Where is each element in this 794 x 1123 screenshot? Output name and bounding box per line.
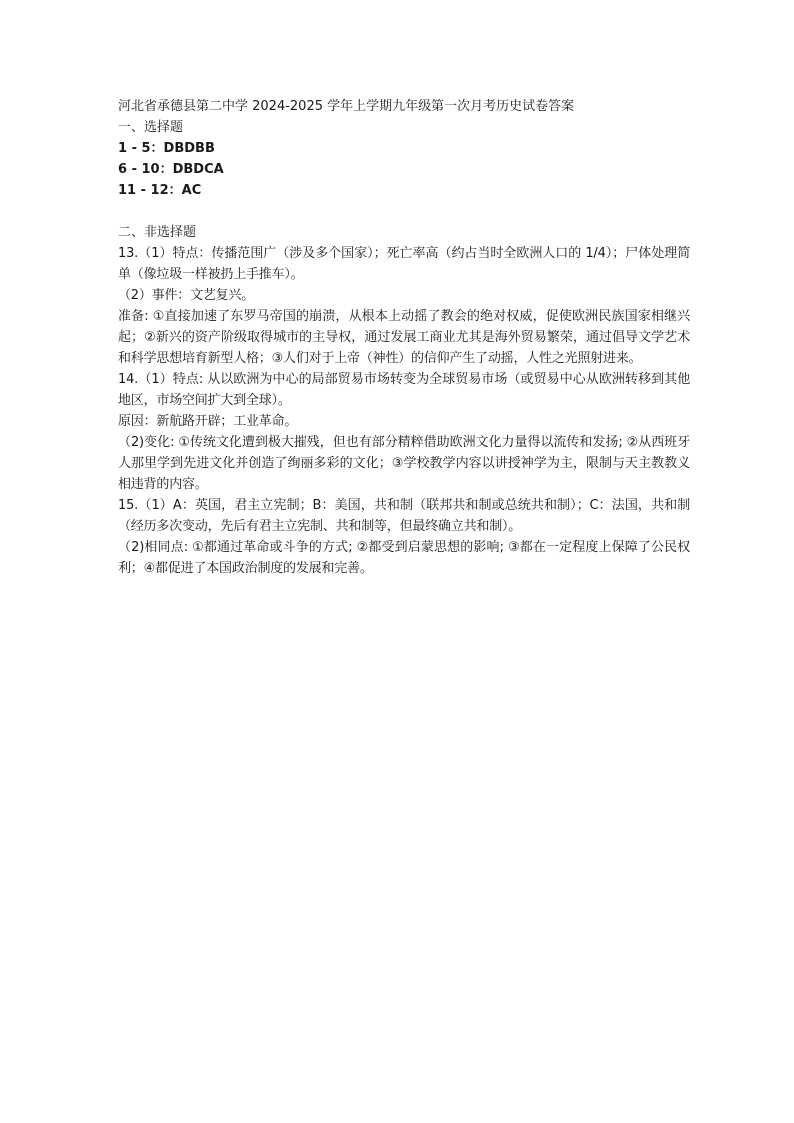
q13-part2-event: （2）事件：文艺复兴。 [118,288,255,303]
choice-answers-6-10: 6 - 10：DBDCA [118,162,224,177]
section-heading-choice: 一、选择题 [118,120,184,135]
choice-answers-1-5: 1 - 5：DBDBB [118,141,215,156]
document-title: 河北省承德县第二中学 2024-2025 学年上学期九年级第一次月考历史试卷答案 [118,99,575,114]
section-heading-nonchoice: 二、非选择题 [118,225,197,240]
q15-part2-answer: （2)相同点: ①都通过革命或斗争的方式; ②都受到启蒙思想的影响; ③都在一定程度上保障了公民权利；④都促进了本国政治制度的发展和完善。 [118,540,690,576]
q13-part2-preparation: 准备: ①直接加速了东罗马帝国的崩溃，从根本上动摇了教会的绝对权威，促使欧洲民族国家相继兴起；②新兴的资产阶级取得城市的主导权，通过发展工商业尤其是海外贸易繁荣，通过倡导文学艺术和科学思想培育新型人格；③人们对于上帝（神性）的信仰产生了动摇，人性之光照射进来。 [118,309,690,366]
q13-part1-answer: 13.（1）特点：传播范围广（涉及多个国家）；死亡率高（约占当时全欧洲人口的 1/4）；尸体处理简单（像垃圾一样被扔上手推车）。 [118,246,690,282]
q14-part1-answer: 14.（1）特点: 从以欧洲为中心的局部贸易市场转变为全球贸易市场（或贸易中心从欧洲转移到其他地区，市场空间扩大到全球）。 [118,372,690,408]
choice-answers-11-12: 11 - 12：AC [118,183,202,198]
section-spacer [118,201,690,222]
answer-document [118,96,690,579]
q15-part1-answer: 15.（1）A：英国，君主立宪制；B：美国，共和制（联邦共和制或总统共和制）；C：法国，共和制（经历多次变动，先后有君主立宪制、共和制等，但最终确立共和制）。 [118,498,690,534]
q14-part2-answer: （2)变化: ①传统文化遭到极大摧残，但也有部分精粹借助欧洲文化力量得以流传和发扬; ②从西班牙人那里学到先进文化并创造了绚丽多彩的文化；③学校教学内容以讲授神学为主，限制与天主教教义相违背的内容。 [118,435,690,492]
q14-reason: 原因：新航路开辟；工业革命。 [118,414,298,429]
